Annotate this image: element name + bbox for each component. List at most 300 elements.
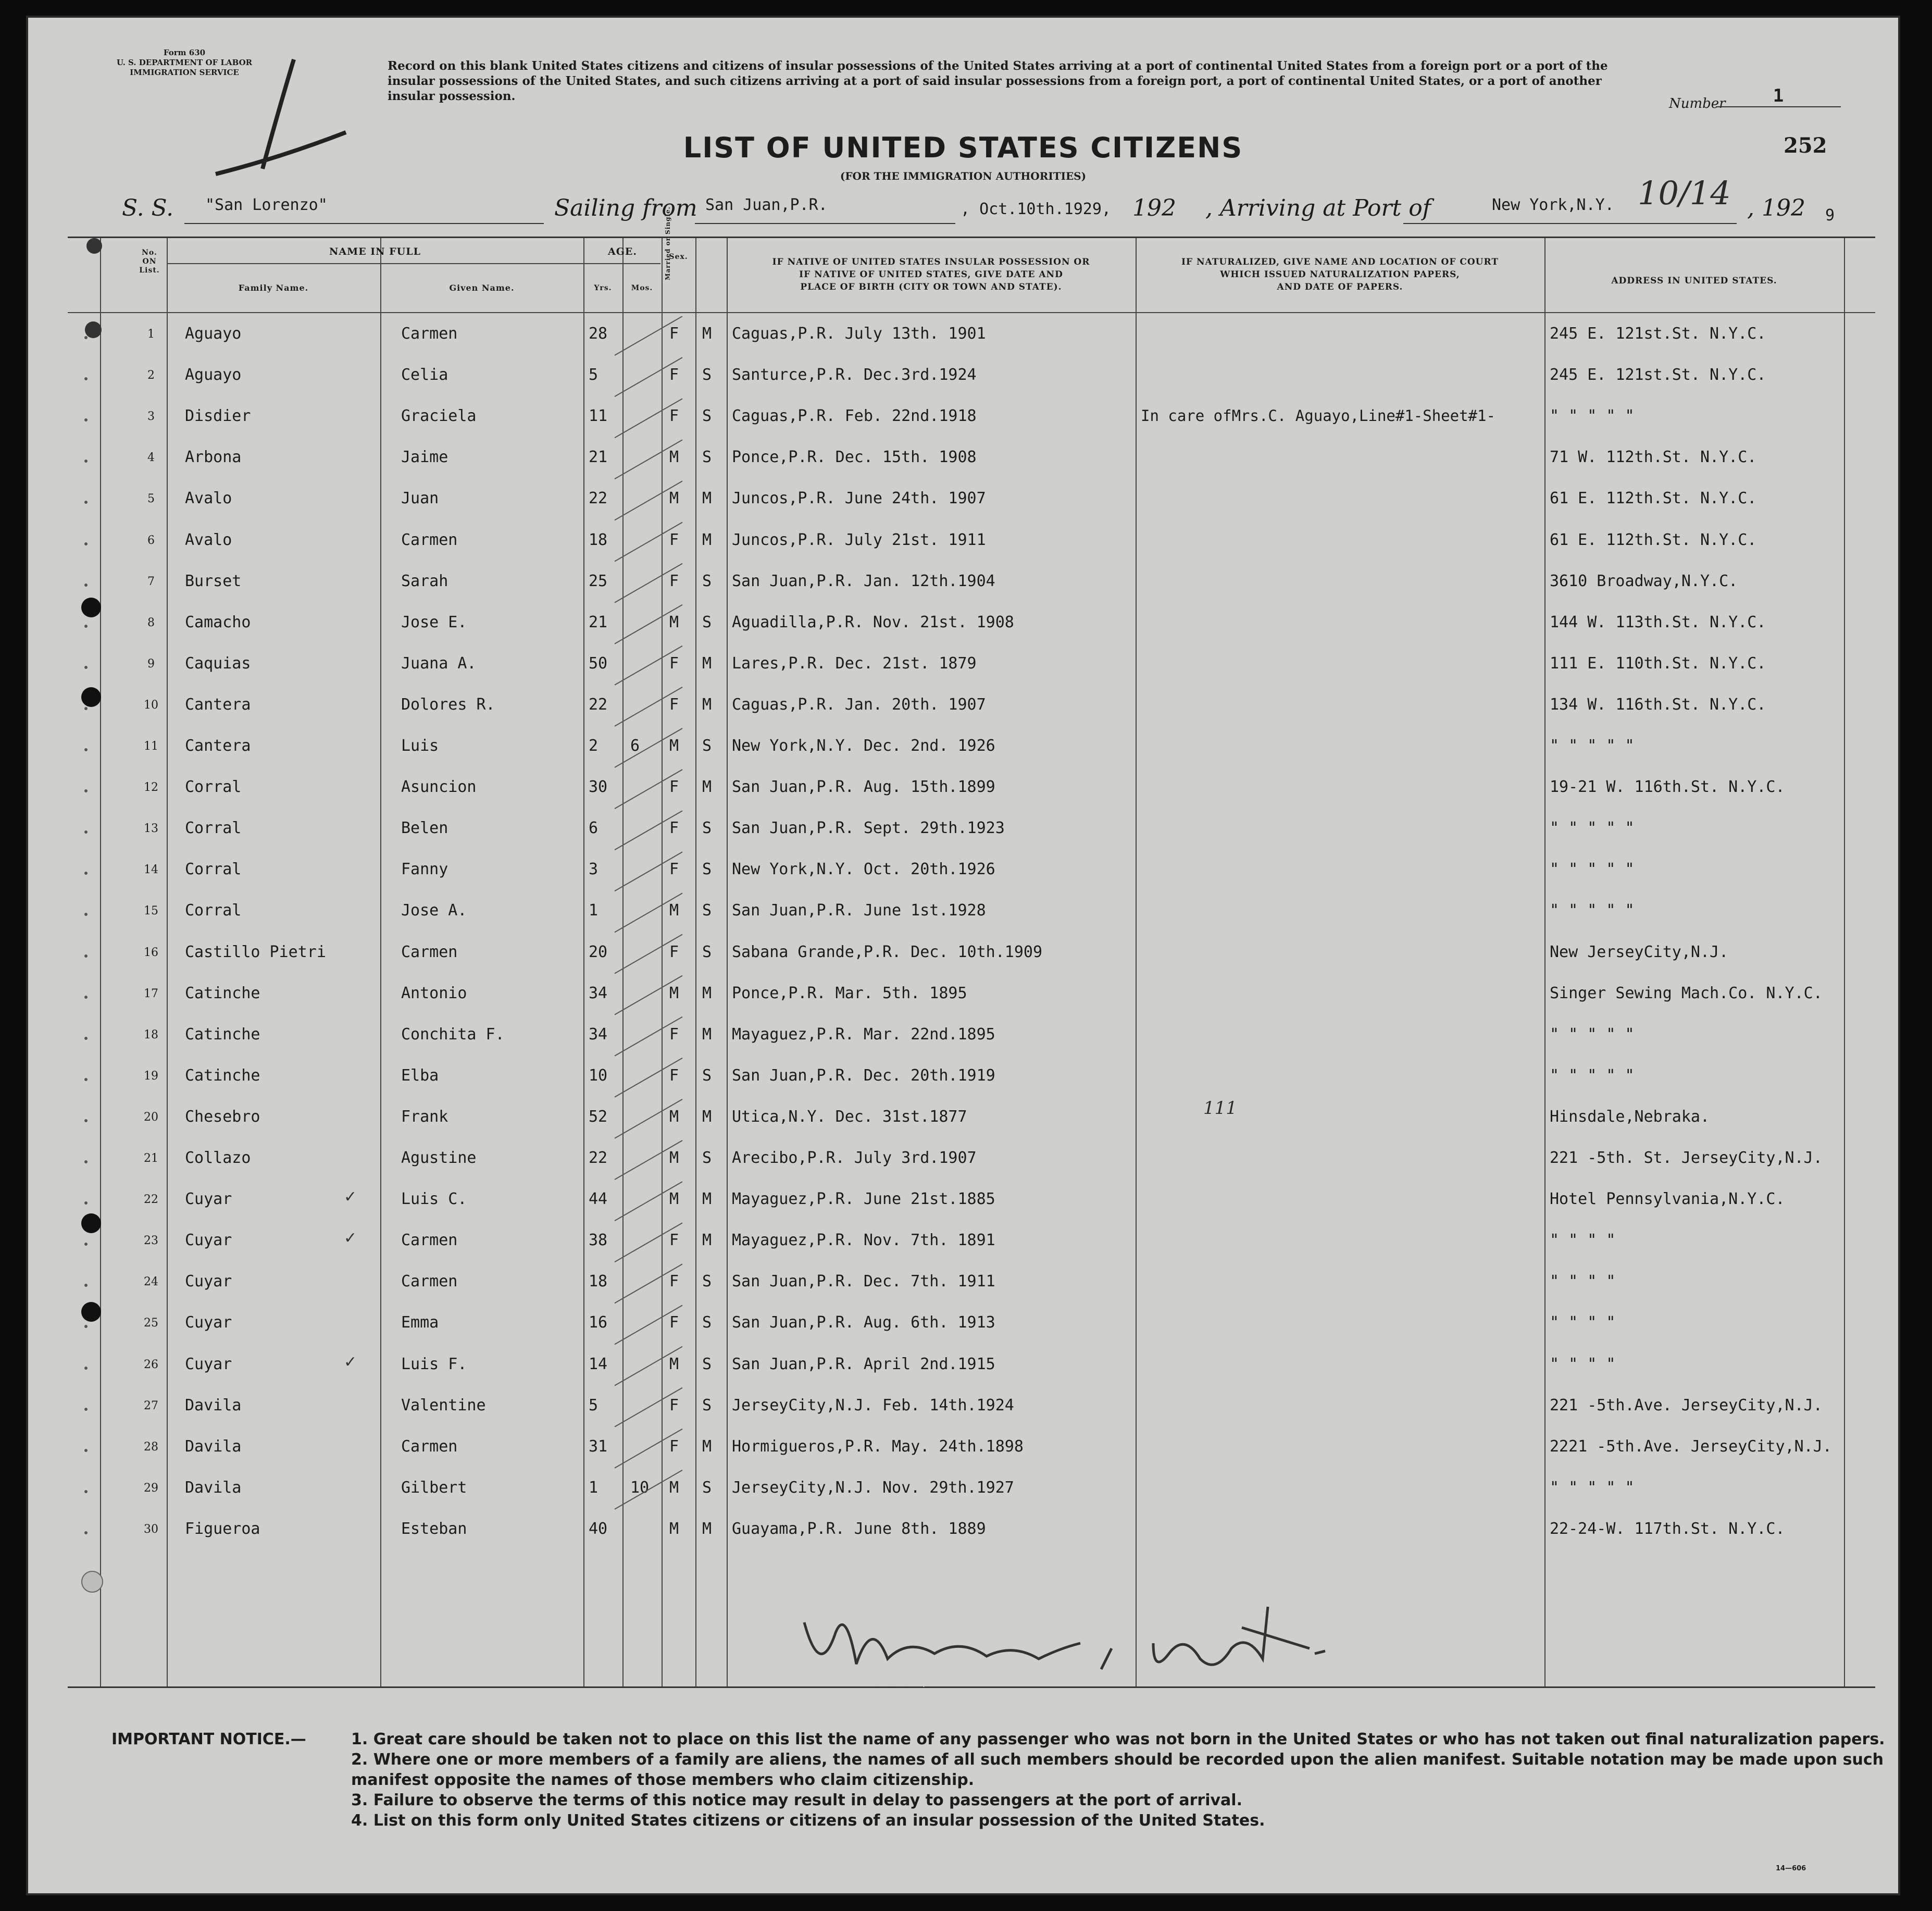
us-address: " " " " " — [1550, 737, 1635, 755]
sex: M — [669, 448, 679, 467]
margin-tick — [84, 377, 88, 380]
margin-tick — [84, 789, 88, 792]
sex: M — [669, 737, 679, 755]
family-name: Collazo — [185, 1149, 251, 1167]
table-row — [68, 1428, 1875, 1469]
age-years: 22 — [589, 695, 608, 714]
marital-status: S — [702, 942, 712, 961]
marital-status: M — [702, 530, 712, 549]
family-name: Chesebro — [185, 1107, 260, 1126]
marital-status: M — [702, 1107, 712, 1126]
us-address: 71 W. 112th.St. N.Y.C. — [1550, 448, 1757, 467]
table-row — [68, 1469, 1875, 1510]
department-name: U. S. DEPARTMENT OF LABOR — [116, 58, 253, 67]
age-months: 6 — [630, 737, 640, 755]
age-years: 25 — [589, 572, 608, 590]
header-rule — [167, 263, 589, 264]
ship-name: "San Lorenzo" — [205, 196, 328, 214]
marital-status: S — [702, 1313, 712, 1332]
given-name: Luis F. — [401, 1355, 467, 1373]
given-name: Juana A. — [401, 654, 477, 673]
tally-stroke — [615, 316, 682, 355]
table-row — [68, 1098, 1875, 1139]
sex: F — [669, 530, 679, 549]
sex: F — [669, 654, 679, 673]
us-address: " " " " " — [1550, 819, 1635, 838]
binder-hole — [81, 1302, 101, 1322]
marital-status: M — [702, 1231, 712, 1250]
us-address: 134 W. 116th.St. N.Y.C. — [1550, 695, 1766, 714]
tally-stroke — [615, 976, 682, 1015]
tally-stroke — [615, 1017, 682, 1056]
binder-hole — [86, 238, 102, 254]
sex: F — [669, 695, 679, 714]
margin-mark: 111 — [1203, 1098, 1237, 1119]
notice-lead: IMPORTANT NOTICE.— — [111, 1730, 306, 1748]
arriving-port: New York,N.Y. — [1492, 196, 1614, 214]
sex: F — [669, 1025, 679, 1044]
age-years: 5 — [589, 366, 599, 384]
given-name: Conchita F. — [401, 1025, 505, 1044]
row-number: 8 — [147, 616, 155, 629]
margin-tick — [84, 1119, 88, 1122]
family-name: Corral — [185, 901, 242, 920]
marital-status: M — [702, 489, 712, 508]
sex: M — [669, 613, 679, 631]
header-text: IF NATIVE OF UNITED STATES INSULAR POSSESSION OR — [772, 257, 1090, 267]
margin-tick — [84, 1531, 88, 1534]
tally-stroke — [615, 1347, 682, 1386]
birth-place-date: San Juan,P.R. Aug. 6th. 1913 — [732, 1313, 995, 1332]
age-years: 16 — [589, 1313, 608, 1332]
margin-tick — [84, 996, 88, 999]
given-name: Carmen — [401, 1272, 458, 1291]
us-address: Hinsdale,Nebraka. — [1550, 1107, 1710, 1126]
us-address: " " " " " — [1550, 1066, 1635, 1085]
col-header-name-in-full: NAME IN FULL — [329, 246, 421, 257]
given-name: Elba — [401, 1066, 439, 1085]
header-text: IF NATURALIZED, GIVE NAME AND LOCATION OF COURT — [1181, 257, 1499, 267]
tally-stroke — [615, 728, 682, 767]
family-name: Catinche — [185, 984, 260, 1002]
margin-tick — [84, 1037, 88, 1040]
sex: F — [669, 1313, 679, 1332]
number-label: Number — [1669, 96, 1726, 111]
given-name: Sarah — [401, 572, 448, 590]
col-header-family-name: Family Name. — [238, 283, 309, 293]
birth-place-date: Caguas,P.R. Feb. 22nd.1918 — [732, 407, 977, 426]
tally-stroke — [615, 440, 682, 479]
us-address: 245 E. 121st.St. N.Y.C. — [1550, 325, 1766, 343]
tally-stroke — [615, 357, 682, 396]
table-row — [68, 398, 1875, 439]
us-address: " " " " " — [1550, 407, 1635, 426]
marital-status: M — [702, 778, 712, 797]
marital-status: S — [702, 366, 712, 384]
binder-hole — [81, 1213, 101, 1233]
ss-label: S. S. — [122, 195, 174, 221]
marital-status: S — [702, 860, 712, 879]
row-number: 28 — [144, 1440, 158, 1454]
marital-status: S — [702, 1478, 712, 1497]
page-number: 252 — [1784, 133, 1827, 158]
age-years: 18 — [589, 530, 608, 549]
age-years: 1 — [589, 901, 599, 920]
row-number: 6 — [147, 533, 155, 547]
row-number: 4 — [147, 451, 155, 465]
family-name: Avalo — [185, 489, 232, 508]
us-address: Hotel Pennsylvania,N.Y.C. — [1550, 1190, 1785, 1209]
given-name: Celia — [401, 366, 448, 384]
margin-tick — [84, 460, 88, 463]
age-years: 38 — [589, 1231, 608, 1250]
birth-place-date: San Juan,P.R. Dec. 7th. 1911 — [732, 1272, 995, 1291]
given-name: Carmen — [401, 325, 458, 343]
tally-stroke — [615, 1223, 682, 1262]
tally-stroke — [615, 935, 682, 974]
header-text: ON — [142, 257, 157, 266]
tally-stroke — [615, 605, 682, 644]
margin-tick — [84, 830, 88, 834]
sex: F — [669, 366, 679, 384]
sex: M — [669, 1149, 679, 1167]
birth-place-date: Guayama,P.R. June 8th. 1889 — [732, 1519, 986, 1538]
age-years: 20 — [589, 942, 608, 961]
age-years: 50 — [589, 654, 608, 673]
row-number: 29 — [144, 1481, 158, 1495]
birth-place-date: Ponce,P.R. Mar. 5th. 1895 — [732, 984, 967, 1002]
sex: M — [669, 1478, 679, 1497]
page-subtitle: (FOR THE IMMIGRATION AUTHORITIES) — [840, 170, 1087, 182]
birth-place-date: San Juan,P.R. April 2nd.1915 — [732, 1355, 995, 1373]
table-row — [68, 1181, 1875, 1222]
marital-status: M — [702, 654, 712, 673]
family-name: Arbona — [185, 448, 242, 467]
col-header-naturalized — [1136, 256, 1544, 293]
sex: F — [669, 1272, 679, 1291]
age-years: 30 — [589, 778, 608, 797]
tally-stroke — [615, 1429, 682, 1468]
birth-place-date: Arecibo,P.R. July 3rd.1907 — [732, 1149, 977, 1167]
row-number: 5 — [147, 492, 155, 506]
family-name: Catinche — [185, 1066, 260, 1085]
birth-place-date: San Juan,P.R. June 1st.1928 — [732, 901, 986, 920]
marital-status: S — [702, 1396, 712, 1414]
notice-item: 3. Failure to observe the terms of this notice may result in delay to passengers at the port of arrival. — [351, 1791, 1242, 1809]
age-years: 22 — [589, 1149, 608, 1167]
birth-place-date: Santurce,P.R. Dec.3rd.1924 — [732, 366, 977, 384]
us-address: 22-24-W. 117th.St. N.Y.C. — [1550, 1519, 1785, 1538]
sex: F — [669, 1437, 679, 1456]
given-name: Dolores R. — [401, 695, 495, 714]
margin-tick — [84, 1408, 88, 1411]
row-number: 7 — [147, 575, 155, 588]
table-row — [68, 892, 1875, 933]
given-name: Luis — [401, 737, 439, 755]
age-years: 52 — [589, 1107, 608, 1126]
age-years: 3 — [589, 860, 599, 879]
given-name: Antonio — [401, 984, 467, 1002]
marital-status: M — [702, 695, 712, 714]
marital-status: S — [702, 737, 712, 755]
given-name: Luis C. — [401, 1190, 467, 1209]
margin-tick — [84, 954, 88, 958]
us-address: " " " " — [1550, 1272, 1616, 1291]
us-address: 2221 -5th.Ave. JerseyCity,N.J. — [1550, 1437, 1832, 1456]
sailing-date: , Oct.10th.1929, — [961, 200, 1111, 218]
family-name: Cuyar — [185, 1190, 232, 1209]
manifest-sheet — [26, 16, 1900, 1895]
check-mark-icon: ✓ — [344, 1229, 357, 1248]
family-name: Davila — [185, 1478, 242, 1497]
sex: F — [669, 1231, 679, 1250]
tally-stroke — [615, 811, 682, 850]
given-name: Emma — [401, 1313, 439, 1332]
age-years: 28 — [589, 325, 608, 343]
birth-place-date: Mayaguez,P.R. June 21st.1885 — [732, 1190, 995, 1209]
age-years: 34 — [589, 1025, 608, 1044]
family-name: Aguayo — [185, 366, 242, 384]
tally-stroke — [615, 481, 682, 520]
margin-tick — [84, 1201, 88, 1205]
family-name: Cantera — [185, 737, 251, 755]
sex: M — [669, 1107, 679, 1126]
age-years: 6 — [589, 819, 599, 838]
form-number: Form 630 — [163, 48, 206, 57]
row-number: 20 — [144, 1110, 158, 1124]
birth-place-date: Caguas,P.R. Jan. 20th. 1907 — [732, 695, 986, 714]
margin-tick — [84, 913, 88, 916]
sex: F — [669, 1066, 679, 1085]
given-name: Carmen — [401, 1231, 458, 1250]
col-header-given-name: Given Name. — [449, 283, 515, 293]
row-number: 30 — [144, 1522, 158, 1536]
marital-status: S — [702, 1149, 712, 1167]
binder-hole — [81, 598, 101, 617]
family-name: Aguayo — [185, 325, 242, 343]
row-number: 15 — [144, 904, 158, 918]
given-name: Carmen — [401, 530, 458, 549]
service-name: IMMIGRATION SERVICE — [130, 68, 239, 77]
page-title: LIST OF UNITED STATES CITIZENS — [683, 131, 1243, 164]
margin-tick — [84, 1367, 88, 1370]
table-row — [68, 727, 1875, 768]
table-row — [68, 1139, 1875, 1181]
row-number: 10 — [144, 698, 158, 712]
age-years: 14 — [589, 1355, 608, 1373]
margin-tick — [84, 336, 88, 339]
col-header-no — [126, 249, 173, 275]
age-years: 2 — [589, 737, 599, 755]
tally-stroke — [615, 1182, 682, 1221]
family-name: Burset — [185, 572, 242, 590]
year-digit: 9 — [1825, 206, 1835, 225]
given-name: Jose A. — [401, 901, 467, 920]
given-name: Jose E. — [401, 613, 467, 631]
margin-tick — [84, 501, 88, 504]
sailing-from-label: Sailing from — [554, 195, 697, 221]
family-name: Corral — [185, 778, 242, 797]
birth-place-date: JerseyCity,N.J. Feb. 14th.1924 — [732, 1396, 1014, 1414]
family-name: Castillo Pietri — [185, 942, 326, 961]
table-row — [68, 1222, 1875, 1263]
row-number: 13 — [144, 822, 158, 836]
table-row — [68, 439, 1875, 480]
notice-item: 2. Where one or more members of a family are aliens, the names of all such members should be recorded upon the alien manifest. Suitable notation may be made upon such manifest opposite the names of those members who claim citizenship. — [351, 1751, 1884, 1789]
table-row — [68, 768, 1875, 810]
age-years: 40 — [589, 1519, 608, 1538]
tally-stroke — [615, 893, 682, 932]
col-header-address: ADDRESS IN UNITED STATES. — [1611, 276, 1777, 286]
footer-code: 14—606 — [1776, 1865, 1806, 1872]
given-name: Juan — [401, 489, 439, 508]
sex: F — [669, 778, 679, 797]
row-number: 25 — [144, 1317, 158, 1330]
row-number: 24 — [144, 1275, 158, 1289]
margin-tick — [84, 584, 88, 587]
row-number: 16 — [144, 946, 158, 959]
marital-status: S — [702, 901, 712, 920]
col-header-sex: Sex. — [669, 253, 688, 261]
birth-place-date: Ponce,P.R. Dec. 15th. 1908 — [732, 448, 977, 467]
margin-tick — [84, 542, 88, 545]
marital-status: S — [702, 407, 712, 426]
marital-status: S — [702, 1066, 712, 1085]
birth-place-date: San Juan,P.R. Jan. 12th.1904 — [732, 572, 995, 590]
row-number: 11 — [144, 740, 158, 753]
family-name: Corral — [185, 819, 242, 838]
tally-stroke — [615, 1099, 682, 1138]
sex: F — [669, 819, 679, 838]
family-name: Catinche — [185, 1025, 260, 1044]
arrival-date-handwritten: 10/14 — [1638, 174, 1731, 212]
row-number: 17 — [144, 987, 158, 1000]
header-text: PLACE OF BIRTH (CITY OR TOWN AND STATE). — [800, 282, 1062, 292]
marital-status: S — [702, 1355, 712, 1373]
margin-tick — [84, 748, 88, 751]
given-name: Agustine — [401, 1149, 477, 1167]
age-years: 44 — [589, 1190, 608, 1209]
marital-status: S — [702, 819, 712, 838]
given-name: Asuncion — [401, 778, 477, 797]
birth-place-date: Aguadilla,P.R. Nov. 21st. 1908 — [732, 613, 1014, 631]
marital-status: S — [702, 613, 712, 631]
year-prefix-2: , 192 — [1747, 195, 1805, 221]
record-instructions: Record on this blank United States citizens and citizens of insular possessions of the United States arriving at a port of continental United States from a foreign port or a port of the insular possessions of the United States, and such citizens arriving at a port of said insular possessions from a foreign port, a port of continental United States, or a port of another insular possession. — [388, 59, 1608, 103]
birth-place-date: Hormigueros,P.R. May. 24th.1898 — [732, 1437, 1024, 1456]
family-name: Corral — [185, 860, 242, 879]
margin-tick — [84, 1449, 88, 1452]
us-address: 221 -5th. St. JerseyCity,N.J. — [1550, 1149, 1823, 1167]
us-address: 61 E. 112th.St. N.Y.C. — [1550, 530, 1757, 549]
us-address: " " " " — [1550, 1313, 1616, 1332]
row-number: 9 — [147, 657, 155, 671]
tally-stroke — [615, 646, 682, 685]
table-row — [68, 686, 1875, 727]
sex: M — [669, 1519, 679, 1538]
tally-stroke — [615, 1264, 682, 1303]
binder-hole — [81, 1571, 103, 1593]
age-years: 22 — [589, 489, 608, 508]
inspector-signature — [789, 1586, 1403, 1690]
row-number: 12 — [144, 781, 158, 795]
header-text: No. — [142, 249, 157, 257]
birth-place-date: Mayaguez,P.R. Nov. 7th. 1891 — [732, 1231, 995, 1250]
family-name: Cuyar — [185, 1231, 232, 1250]
birth-place-date: San Juan,P.R. Aug. 15th.1899 — [732, 778, 995, 797]
family-name: Figueroa — [185, 1519, 260, 1538]
us-address: 245 E. 121st.St. N.Y.C. — [1550, 366, 1766, 384]
margin-tick — [84, 1243, 88, 1246]
family-name: Disdier — [185, 407, 251, 426]
tally-stroke — [615, 1140, 682, 1180]
table-row — [68, 356, 1875, 398]
age-years: 31 — [589, 1437, 608, 1456]
us-address: " " " " " — [1550, 1025, 1635, 1044]
age-years: 11 — [589, 407, 608, 426]
birth-place-date: New York,N.Y. Oct. 20th.1926 — [732, 860, 995, 879]
ship-name-field — [184, 195, 544, 224]
table-row — [68, 934, 1875, 975]
family-name: Davila — [185, 1396, 242, 1414]
age-months: 10 — [630, 1478, 650, 1497]
margin-tick — [84, 666, 88, 669]
table-row — [68, 1057, 1875, 1098]
age-years: 10 — [589, 1066, 608, 1085]
row-number: 22 — [144, 1193, 158, 1207]
family-name: Camacho — [185, 613, 251, 631]
age-years: 34 — [589, 984, 608, 1002]
age-years: 18 — [589, 1272, 608, 1291]
table-row — [68, 522, 1875, 563]
tally-stroke — [615, 1388, 682, 1427]
family-name: Cuyar — [185, 1355, 232, 1373]
naturalization-note: In care ofMrs.C. Aguayo,Line#1-Sheet#1- — [1141, 407, 1495, 425]
sex: F — [669, 860, 679, 879]
sailing-from-field — [695, 195, 955, 224]
tally-stroke — [615, 687, 682, 726]
birth-place-date: New York,N.Y. Dec. 2nd. 1926 — [732, 737, 995, 755]
header-rule — [583, 263, 660, 264]
us-address: 111 E. 110th.St. N.Y.C. — [1550, 654, 1766, 673]
us-address: 3610 Broadway,N.Y.C. — [1550, 572, 1738, 590]
birth-place-date: Utica,N.Y. Dec. 31st.1877 — [732, 1107, 967, 1126]
marital-status: M — [702, 984, 712, 1002]
sex: F — [669, 572, 679, 590]
us-address: " " " " " — [1550, 1478, 1635, 1497]
sex: M — [669, 489, 679, 508]
row-number: 3 — [147, 410, 155, 424]
birth-place-date: San Juan,P.R. Sept. 29th.1923 — [732, 819, 1005, 838]
birth-place-date: JerseyCity,N.J. Nov. 29th.1927 — [732, 1478, 1014, 1497]
birth-place-date: Mayaguez,P.R. Mar. 22nd.1895 — [732, 1025, 995, 1044]
age-years: 5 — [589, 1396, 599, 1414]
pencil-tally-marks — [609, 316, 714, 1535]
row-number: 2 — [147, 369, 155, 382]
table-row — [68, 315, 1875, 356]
row-number: 1 — [147, 328, 155, 341]
sailing-from-port: San Juan,P.R. — [705, 196, 828, 214]
us-address: New JerseyCity,N.J. — [1550, 942, 1729, 961]
header-text: List. — [139, 266, 160, 275]
binder-hole — [81, 687, 101, 707]
sex: M — [669, 984, 679, 1002]
col-header-mos: Mos. — [631, 284, 653, 292]
sex: M — [669, 1355, 679, 1373]
given-name: Valentine — [401, 1396, 486, 1414]
table-row — [68, 1510, 1875, 1552]
tally-stroke — [615, 770, 682, 809]
